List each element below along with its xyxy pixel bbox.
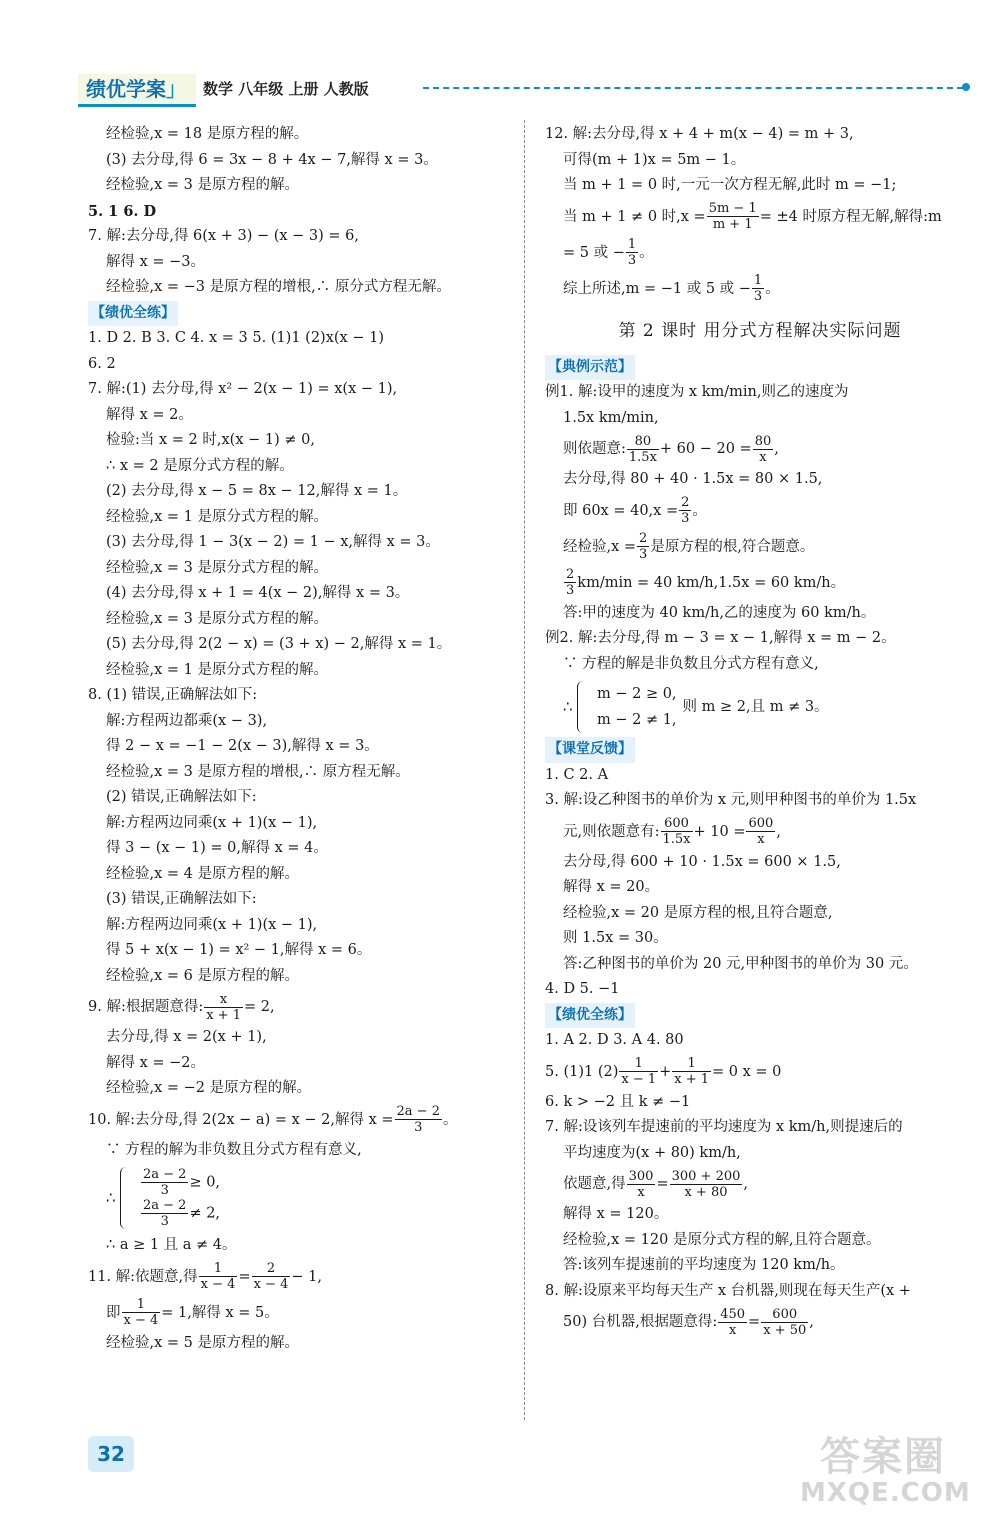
answer-line: 经检验,x = 20 是原方程的根,且符合题意, xyxy=(563,904,833,921)
answer-line: (5) 去分母,得 2(2 − x) = (3 + x) − 2,解得 x = 1。 xyxy=(106,636,452,652)
answer-line: (2) 错误,正确解法如下: xyxy=(106,789,257,805)
answer-line: 经检验,x = 3 是原分式方程的解。 xyxy=(106,610,328,627)
answer-line: 1.5x km/min, xyxy=(563,409,659,426)
answer-line-fraction: 元,则依题意有: $\frac{600}{1.5x}$ + 10 = $\frac{600}{x}$ , xyxy=(563,816,781,847)
answer-line-fraction: 经检验,x = $\frac{2}{3}$ 是原方程的根,符合题意。 xyxy=(563,531,815,562)
answer-line-fraction: 50) 台机器,根据题意得: $\frac{450}{x}$ = $\frac{600}{x + 50}$ , xyxy=(563,1306,814,1338)
page-header xyxy=(78,74,978,106)
fraction: $\frac{x}{x + 1}$ xyxy=(206,991,241,1023)
answer-line: 解得 x = −2。 xyxy=(106,1054,206,1071)
fraction: $\frac{2a - 2}{3}$ xyxy=(143,1198,187,1229)
fraction: $\frac{1}{x + 1}$ xyxy=(674,1056,710,1087)
answer-line: 去分母,得 x = 2(x + 1), xyxy=(106,1029,267,1045)
answer-line-fraction: 则依题意: $\frac{80}{1.5x}$ + 60 − 20 = $\frac{80}{x}$ , xyxy=(563,433,779,465)
book-subtitle: 数学 八年级 上册 人教版 xyxy=(203,80,369,98)
answer-line-fraction: 当 m + 1 ≠ 0 时,x = $\frac{5m - 1}{m + 1}$ = ±4 时原方程无解,解得:m xyxy=(563,201,942,232)
answer-line: 解:方程两边同乘(x + 1)(x − 1), xyxy=(106,916,318,933)
answer-line: 7. 解:去分母,得 6(x + 3) − (x − 3) = 6, xyxy=(88,228,360,244)
fraction: $\frac{80}{x}$ xyxy=(754,433,772,465)
answer-line: 例1. 解:设甲的速度为 x km/min,则乙的速度为 xyxy=(545,384,849,400)
answer-line: 7. 解:(1) 去分母,得 x² − 2(x − 1) = x(x − 1), xyxy=(88,381,398,397)
answer-line: 7. 解:设该列车提速前的平均速度为 x km/h,则提速后的 xyxy=(545,1119,903,1135)
inequality-system: ∴ m − 2 ≥ 0, m − 2 ≠ 1, 则 m ≥ 2,且 m ≠ 3。 xyxy=(563,681,975,733)
answer-line-fraction: 5. (1)1 (2) $\frac{1}{x - 1}$ + $\frac{1}{x + 1}$ = 0 x = 0 xyxy=(545,1056,782,1087)
answer-line: 可得(m + 1)x = 5m − 1。 xyxy=(563,151,746,168)
answer-line: 答:乙种图书的单价为 20 元,甲种图书的单价为 30 元。 xyxy=(563,955,918,972)
brace-icon xyxy=(120,1167,129,1229)
section-tag: 【课堂反馈】 xyxy=(545,737,635,763)
answer-line: ∵ 方程的解为非负数且分式方程有意义, xyxy=(106,1141,362,1158)
answer-line: (3) 去分母,得 6 = 3x − 8 + 4x − 7,解得 x = 3。 xyxy=(106,151,438,168)
left-column xyxy=(88,122,508,1356)
header-dot xyxy=(962,83,970,91)
fraction: $\frac{1}{x - 4}$ xyxy=(200,1261,236,1292)
answer-line: 经检验,x = 6 是原方程的解。 xyxy=(106,967,299,984)
answer-line-fraction: 综上所述,m = −1 或 5 或 − $\frac{1}{3}$ 。 xyxy=(563,273,780,304)
section-tag: 【绩优全练】 xyxy=(88,301,178,327)
answer-line: ∴ x = 2 是原分式方程的解。 xyxy=(106,457,294,474)
answer-line-fraction: 即 60x = 40,x = $\frac{2}{3}$ 。 xyxy=(563,495,707,526)
answer-line-fraction: 11. 解:依题意,得 $\frac{1}{x - 4}$ = $\frac{2}{x - 4}$ − 1, xyxy=(88,1261,322,1292)
answer-line: 经检验,x = 3 是原方程的增根,∴ 原方程无解。 xyxy=(106,763,410,780)
answer-line: 经检验,x = 3 是原分式方程的解。 xyxy=(106,559,328,576)
answer-line: 答:甲的速度为 40 km/h,乙的速度为 60 km/h。 xyxy=(563,604,876,621)
brace-icon xyxy=(577,681,586,733)
section-title: 第 2 课时 用分式方程解决实际问题 xyxy=(618,320,902,341)
fraction: $\frac{2}{3}$ xyxy=(681,495,690,526)
answer-line: 5. 1 6. D xyxy=(88,202,157,220)
answer-line: 8. 解:设原来平均每天生产 x 台机器,则现在每天生产(x + xyxy=(545,1282,911,1299)
answer-line: 解得 x = −3。 xyxy=(106,253,206,270)
answer-line: 平均速度为(x + 80) km/h, xyxy=(563,1144,741,1161)
answer-line: 经检验,x = 120 是原分式方程的解,且符合题意。 xyxy=(563,1231,881,1248)
fraction: $\frac{5m - 1}{m + 1}$ xyxy=(708,201,757,232)
answer-line: 解得 x = 120。 xyxy=(563,1206,669,1222)
answer-line: 得 3 − (x − 1) = 0,解得 x = 4。 xyxy=(106,840,328,856)
answer-line: 经检验,x = 5 是原方程的解。 xyxy=(106,1334,299,1351)
answer-line: 6. 2 xyxy=(88,355,116,372)
answer-line: (4) 去分母,得 x + 1 = 4(x − 2),解得 x = 3。 xyxy=(106,585,410,601)
answer-line: 当 m + 1 = 0 时,一元一次方程无解,此时 m = −1; xyxy=(563,177,897,193)
section-tag: 【绩优全练】 xyxy=(545,1003,635,1029)
page-number: 32 xyxy=(88,1436,134,1472)
fraction: $\frac{300 + 200}{x + 80}$ xyxy=(671,1168,741,1200)
answer-line: 检验:当 x = 2 时,x(x − 1) ≠ 0, xyxy=(106,432,315,448)
answer-line: 答:该列车提速前的平均速度为 120 km/h。 xyxy=(563,1257,845,1273)
answer-line: 3. 解:设乙种图书的单价为 x 元,则甲种图书的单价为 1.5x xyxy=(545,792,917,808)
answer-line: (3) 错误,正确解法如下: xyxy=(106,891,257,907)
answer-line: (3) 去分母,得 1 − 3(x − 2) = 1 − x,解得 x = 3。 xyxy=(106,534,440,550)
right-column xyxy=(545,122,975,1340)
inequality-system: ∴ $\frac{2a - 2}{3}$ ≥ 0, $\frac{2a - 2}{3}$ ≠ 2, xyxy=(106,1167,221,1229)
fraction: $\frac{600}{x}$ xyxy=(748,816,774,847)
fraction: $\frac{300}{x}$ xyxy=(628,1168,654,1200)
answer-line: 解:方程两边同乘(x + 1)(x − 1), xyxy=(106,814,318,831)
answer-line: 经检验,x = −2 是原方程的解。 xyxy=(106,1080,312,1096)
fraction: $\frac{2a - 2}{3}$ xyxy=(143,1167,187,1198)
answer-line: 经检验,x = 1 是原分式方程的解。 xyxy=(106,508,328,525)
fraction: $\frac{1}{x - 1}$ xyxy=(621,1056,657,1087)
answer-line: 1. D 2. B 3. C 4. x = 3 5. (1)1 (2)x(x − 1) xyxy=(88,330,384,346)
answer-line-fraction: $\frac{2}{3}$ km/min = 40 km/h,1.5x = 60 km/h。 xyxy=(566,567,846,598)
answer-line: 去分母,得 600 + 10 · 1.5x = 600 × 1.5, xyxy=(563,853,841,870)
answer-line: 12. 解:去分母,得 x + 4 + m(x − 4) = m + 3, xyxy=(545,126,854,142)
fraction: $\frac{80}{1.5x}$ xyxy=(628,433,657,465)
fraction: $\frac{600}{x + 50}$ xyxy=(763,1306,807,1338)
answer-line: 解得 x = 2。 xyxy=(106,406,193,423)
answer-line: 得 5 + x(x − 1) = x² − 1,解得 x = 6。 xyxy=(106,942,372,958)
answer-line: 得 2 − x = −1 − 2(x − 3),解得 x = 3。 xyxy=(106,738,379,754)
answer-line: 经检验,x = 4 是原方程的解。 xyxy=(106,865,299,882)
fraction: $\frac{2}{x - 4}$ xyxy=(253,1261,289,1292)
answer-line: 解得 x = 20。 xyxy=(563,879,660,895)
answer-line: 例2. 解:去分母,得 m − 3 = x − 1,解得 x = m − 2。 xyxy=(545,630,896,646)
watermark-url: MXQE.COM xyxy=(800,1478,971,1508)
column-divider xyxy=(524,120,525,1420)
fraction: $\frac{600}{1.5x}$ xyxy=(662,816,691,847)
answer-line: ∴ a ≥ 1 且 a ≠ 4。 xyxy=(106,1237,237,1253)
answer-line: 1. C 2. A xyxy=(545,766,609,783)
answer-line: 8. (1) 错误,正确解法如下: xyxy=(88,687,258,703)
answer-line: 4. D 5. −1 xyxy=(545,981,620,997)
answer-line: 则 1.5x = 30。 xyxy=(563,930,668,946)
header-dashed-rule xyxy=(423,87,963,89)
fraction: $\frac{2}{3}$ xyxy=(566,567,575,598)
answer-line: 经检验,x = 3 是原方程的解。 xyxy=(106,177,299,193)
answer-line: 6. k > −2 且 k ≠ −1 xyxy=(545,1093,691,1110)
answer-line: 去分母,得 80 + 40 · 1.5x = 80 × 1.5, xyxy=(563,471,823,487)
answer-line: (2) 去分母,得 x − 5 = 8x − 12,解得 x = 1。 xyxy=(106,483,408,499)
answer-line-fraction: 即 $\frac{1}{x - 4}$ = 1,解得 x = 5。 xyxy=(106,1297,279,1328)
fraction: $\frac{450}{x}$ xyxy=(720,1306,746,1338)
fraction: $\frac{2a - 2}{3}$ xyxy=(396,1104,440,1135)
fraction: $\frac{2}{3}$ xyxy=(639,531,648,562)
fraction: $\frac{1}{x - 4}$ xyxy=(123,1297,159,1328)
answer-line: 经检验,x = 18 是原方程的解。 xyxy=(106,126,309,142)
answer-line-fraction: = 5 或 − $\frac{1}{3}$ 。 xyxy=(563,237,654,268)
answer-line: ∵ 方程的解是非负数且分式方程有意义, xyxy=(563,655,819,672)
answer-line: 1. A 2. D 3. A 4. 80 xyxy=(545,1032,684,1048)
answer-line: 经检验,x = −3 是原方程的增根,∴ 原分式方程无解。 xyxy=(106,279,451,295)
answer-line: 解:方程两边都乘(x − 3), xyxy=(106,712,268,729)
answer-line-fraction: 10. 解:去分母,得 2(2x − a) = x − 2,解得 x = $\frac{2a - 2}{3}$ 。 xyxy=(88,1104,458,1135)
watermark-logo: 答案圈 xyxy=(820,1434,946,1480)
section-tag: 【典例示范】 xyxy=(545,355,635,381)
answer-line-fraction: 9. 解:根据题意得: $\frac{x}{x + 1}$ = 2, xyxy=(88,991,275,1023)
fraction: $\frac{1}{3}$ xyxy=(627,237,637,268)
answer-line: 经检验,x = 1 是原分式方程的解。 xyxy=(106,661,328,678)
brand-logo: 绩优学案」 xyxy=(78,74,196,107)
fraction: $\frac{1}{3}$ xyxy=(753,273,763,304)
answer-line-fraction: 依题意,得 $\frac{300}{x}$ = $\frac{300 + 200}{x + 80}$ , xyxy=(563,1168,748,1200)
